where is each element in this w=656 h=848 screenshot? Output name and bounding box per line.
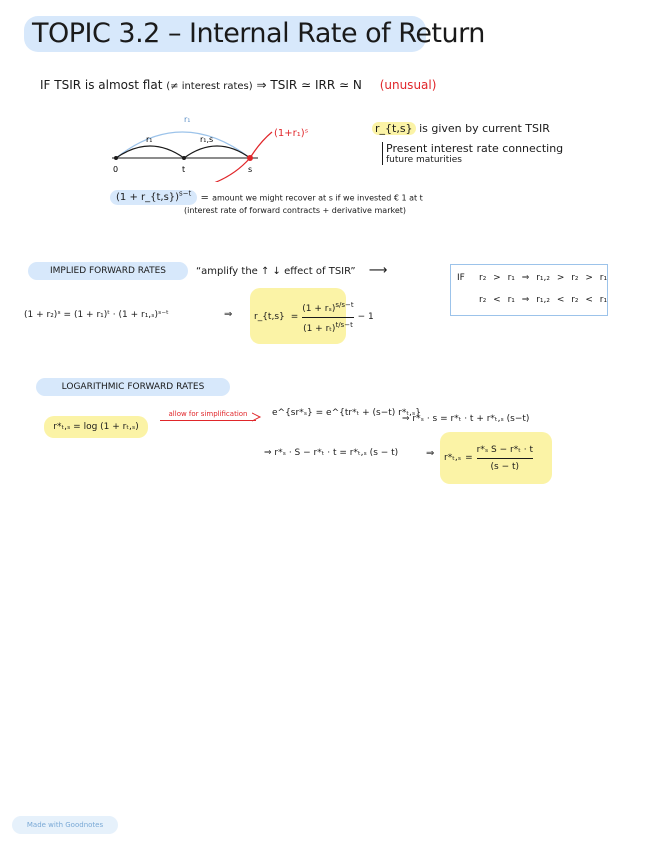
label-left: r₁ bbox=[146, 135, 153, 144]
n-term: N bbox=[352, 78, 362, 92]
forward-eq: = bbox=[200, 192, 209, 204]
total-arc bbox=[116, 132, 250, 158]
tsir-notes bbox=[372, 122, 550, 135]
point-0 bbox=[114, 156, 118, 160]
log-result: r*ₜ,ₛ = $\frac{\text{r*ₛ S − r*ₜ · t}}{(s - t)}$ bbox=[444, 444, 533, 472]
box-row-2: r₂ < r₁ ⇒ r₁,₂ < r₂ < r₁ bbox=[479, 295, 608, 305]
red-arrowhead bbox=[252, 412, 262, 422]
log-arrow-2: ⇒ bbox=[426, 448, 435, 459]
forward-expr: (1 + r_{t,s})$^{s-t}$ bbox=[110, 190, 197, 205]
log-heading: LOGARITHMIC FORWARD RATES bbox=[36, 378, 230, 396]
tsir-flat-paren: (≠ interest rates) bbox=[166, 81, 253, 92]
box-row-1: r₂ > r₁ ⇒ r₁,₂ > r₂ > r₁ bbox=[479, 273, 608, 283]
page-title: TOPIC 3.2 – Internal Rate of Return bbox=[24, 16, 426, 52]
tick-t: t bbox=[182, 165, 186, 174]
implied-arrow: ⇒ bbox=[224, 309, 233, 320]
label-top: r₁ bbox=[184, 115, 191, 124]
implied-quote: “amplify the ↑ ↓ effect of TSIR” ⟶ bbox=[196, 263, 388, 278]
r-ts-term: r_{t,s} bbox=[254, 312, 285, 322]
log-row-2: ⇒ r*ₛ · S − r*ₜ · t = r*ₜ,ₛ (s − t) bbox=[264, 448, 399, 458]
forward-text-2: (interest rate of forward contracts + derivative market) bbox=[184, 206, 407, 215]
implies-arrow: ⇒ bbox=[256, 78, 267, 92]
notes-line-3: future maturities bbox=[386, 155, 462, 165]
approx-sign: ≃ bbox=[301, 78, 312, 92]
allow-simplification: allow for simplification bbox=[160, 410, 256, 421]
unusual-note: (unusual) bbox=[379, 78, 437, 92]
box-if: IF bbox=[457, 273, 465, 283]
second-arc bbox=[184, 146, 250, 158]
implied-heading: IMPLIED FORWARD RATES bbox=[28, 262, 188, 280]
tsir-flat-condition: IF TSIR is almost flat bbox=[40, 78, 163, 92]
tick-s: s bbox=[248, 165, 253, 174]
approx-sign: ≃ bbox=[338, 78, 350, 92]
goodnotes-badge: Made with Goodnotes bbox=[12, 816, 118, 834]
first-arc bbox=[116, 146, 184, 158]
forward-text-1: amount we might recover at s if we invested € 1 at t bbox=[212, 193, 423, 203]
r-ts-term: r_{t,s} bbox=[372, 122, 416, 135]
implied-fraction: $\frac{(1 + r_s)^{s/s-t}}{(1 + r_t)^{t/s-t}}$ bbox=[302, 300, 354, 334]
implied-box bbox=[450, 264, 608, 316]
notes-bracket bbox=[382, 142, 563, 165]
irr-term: IRR bbox=[314, 78, 336, 92]
tsir-term: TSIR bbox=[270, 78, 298, 92]
tsir-flat-line bbox=[40, 78, 436, 92]
notes-line-2: Present interest rate connecting bbox=[386, 142, 564, 155]
log-fraction: $\frac{\text{r*ₛ S − r*ₜ · t}}{(s - t)}$ bbox=[476, 444, 533, 472]
implied-formula-rhs: r_{t,s} = $\frac{(1 + r_s)^{s/s-t}}{(1 + r_t)^{t/s-t}}$ − 1 bbox=[254, 300, 374, 334]
red-arrow bbox=[250, 132, 272, 158]
label-mid: r₁,s bbox=[200, 135, 214, 144]
implied-formula-lhs: (1 + r₂)ˢ = (1 + r₁)ᵗ · (1 + r₁,ₛ)ˢ⁻ᵗ bbox=[24, 310, 169, 320]
exp-equation: e^{sr*ₛ} = e^{tr*ₜ + (s−t) r*ₜ,ₛ} bbox=[272, 408, 421, 418]
log-implication-1: ⇒ r*ₛ · s = r*ₜ · t + r*ₜ,ₛ (s−t) bbox=[402, 414, 530, 424]
r-ts-star: r*ₜ,ₛ bbox=[444, 453, 462, 463]
point-t bbox=[182, 156, 186, 160]
label-red: (1+r₁)ˢ bbox=[274, 128, 309, 139]
forward-rate-definition bbox=[110, 190, 423, 203]
log-definition: r*ₜ,ₛ = log (1 + rₜ,ₛ) bbox=[44, 416, 148, 438]
rate-timeline-diagram bbox=[100, 112, 340, 182]
notes-line-1: is given by current TSIR bbox=[419, 122, 550, 135]
red-arrow-lower bbox=[160, 158, 253, 182]
tick-0: 0 bbox=[113, 165, 119, 174]
